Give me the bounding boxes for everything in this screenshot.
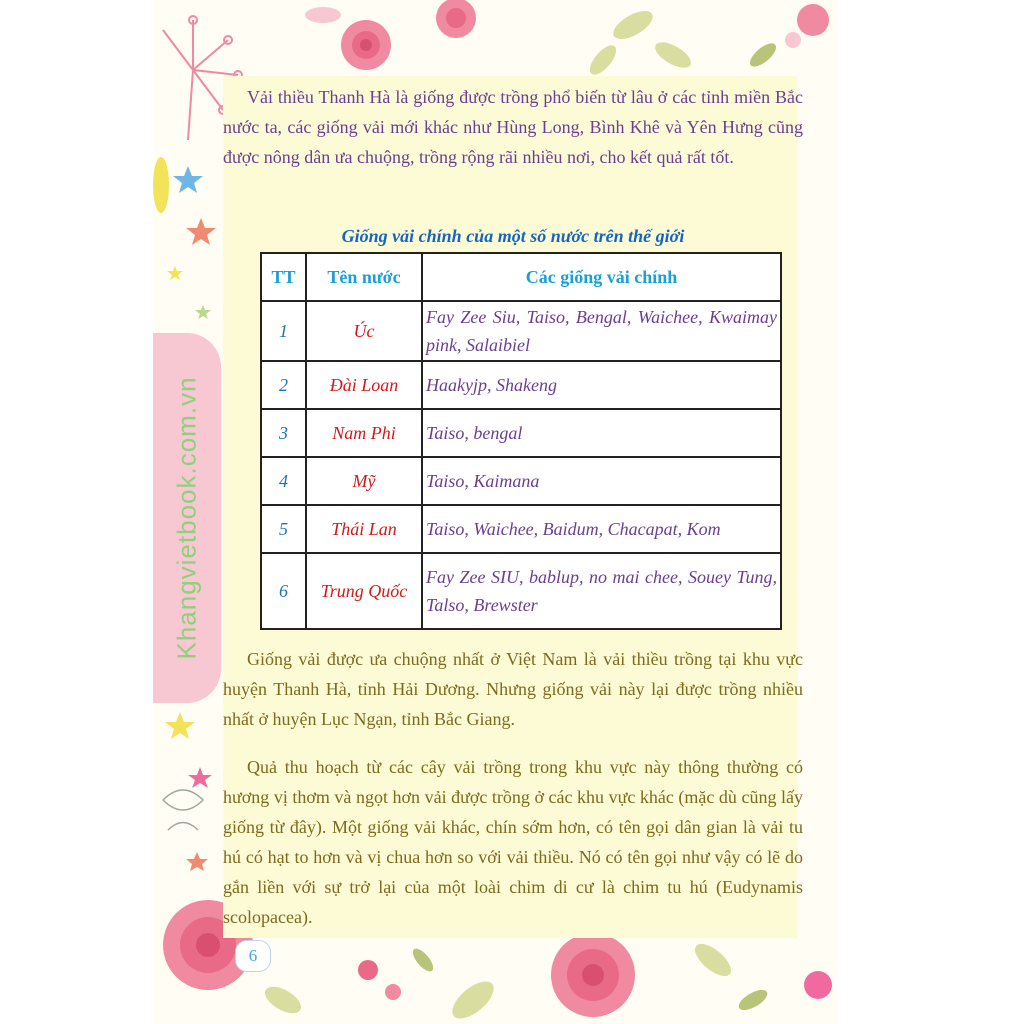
rose-icon [551, 933, 635, 1017]
star-icon [195, 305, 211, 319]
rose-icon [436, 0, 476, 38]
body-paragraph: Giống vải được ưa chuộng nhất ở Việt Nam là vải thiều trồng tại khu vực huyện Thanh Hà, tỉnh Hải Dương. Nhưng giống vải này lại được trồng nhiều nhất ở huyện Lục Ngạn, tỉnh Bắc Giang. [223, 649, 803, 729]
header-varieties: Các giống vải chính [422, 253, 781, 301]
flower-icon [785, 4, 829, 48]
table-row [261, 553, 781, 629]
page-number: 6 [235, 940, 271, 972]
table-caption: Giống vải chính của một số nước trên thế giới [341, 226, 685, 246]
header-country: Tên nước [306, 253, 422, 301]
varieties-list: Taiso, Waichee, Baidum, Chacapat, Kom [422, 505, 781, 553]
star-icon [165, 712, 195, 739]
content-box [223, 76, 803, 938]
flower-icon [804, 971, 832, 999]
varieties-list: Taiso, Kaimana [422, 457, 781, 505]
rose-icon [341, 20, 391, 70]
country-name: Trung Quốc [306, 553, 422, 629]
row-number: 3 [261, 409, 306, 457]
table-row [261, 361, 781, 409]
star-icon [173, 166, 203, 193]
country-name: Mỹ [306, 457, 422, 505]
header-no: TT [261, 253, 306, 301]
watermark: Khangvietbook.com.vn [171, 376, 202, 660]
star-icon [186, 218, 216, 245]
varieties-list: Fay Zee SIU, bablup, no mai chee, Souey Tung, Talso, Brewster [422, 553, 781, 629]
country-name: Nam Phi [306, 409, 422, 457]
varieties-list: Haakyjp, Shakeng [422, 361, 781, 409]
country-name: Úc [306, 301, 422, 361]
table-row [261, 457, 781, 505]
table-row [261, 301, 781, 361]
varieties-list: Taiso, bengal [422, 409, 781, 457]
row-number: 5 [261, 505, 306, 553]
row-number: 2 [261, 361, 306, 409]
star-icon [188, 767, 212, 788]
row-number: 4 [261, 457, 306, 505]
country-name: Đài Loan [306, 361, 422, 409]
star-icon [167, 266, 183, 280]
table-row [261, 505, 781, 553]
intro-paragraph: Vải thiều Thanh Hà là giống được trồng phổ biến từ lâu ở các tỉnh miền Bắc nước ta, các giống vải mới khác như Hùng Long, Bình Khê và Yên Hưng cũng được nông dân ưa chuộng, trồng rộng rãi nhiều nơi, cho kết quả rất tốt. [223, 87, 803, 167]
table-row [261, 409, 781, 457]
star-icon [186, 852, 208, 871]
rose-icon [358, 960, 401, 1000]
body-paragraph: Quả thu hoạch từ các cây vải trồng trong khu vực này thông thường có hương vị thơm và ngọt hơn vải được trồng ở các khu vực khác (mặc dù cũng lấy giống từ đây). Một giống vải khác, chín sớm hơn, có tên gọi dân gian là vải tu hú có hạt to hơn và vị chua hơn so với vải thiều. Nó có tên gọi như vậy có lẽ do gắn liền với sự trở lại của một loài chim di cư là chim tu hú (Eudynamis scolopacea). [223, 757, 803, 927]
book-page [153, 0, 838, 1024]
country-name: Thái Lan [306, 505, 422, 553]
row-number: 6 [261, 553, 306, 629]
varieties-table [260, 252, 782, 630]
varieties-list: Fay Zee Siu, Taiso, Bengal, Waichee, Kwaimay pink, Salaibiel [422, 301, 781, 361]
row-number: 1 [261, 301, 306, 361]
table-header-row [261, 253, 781, 301]
